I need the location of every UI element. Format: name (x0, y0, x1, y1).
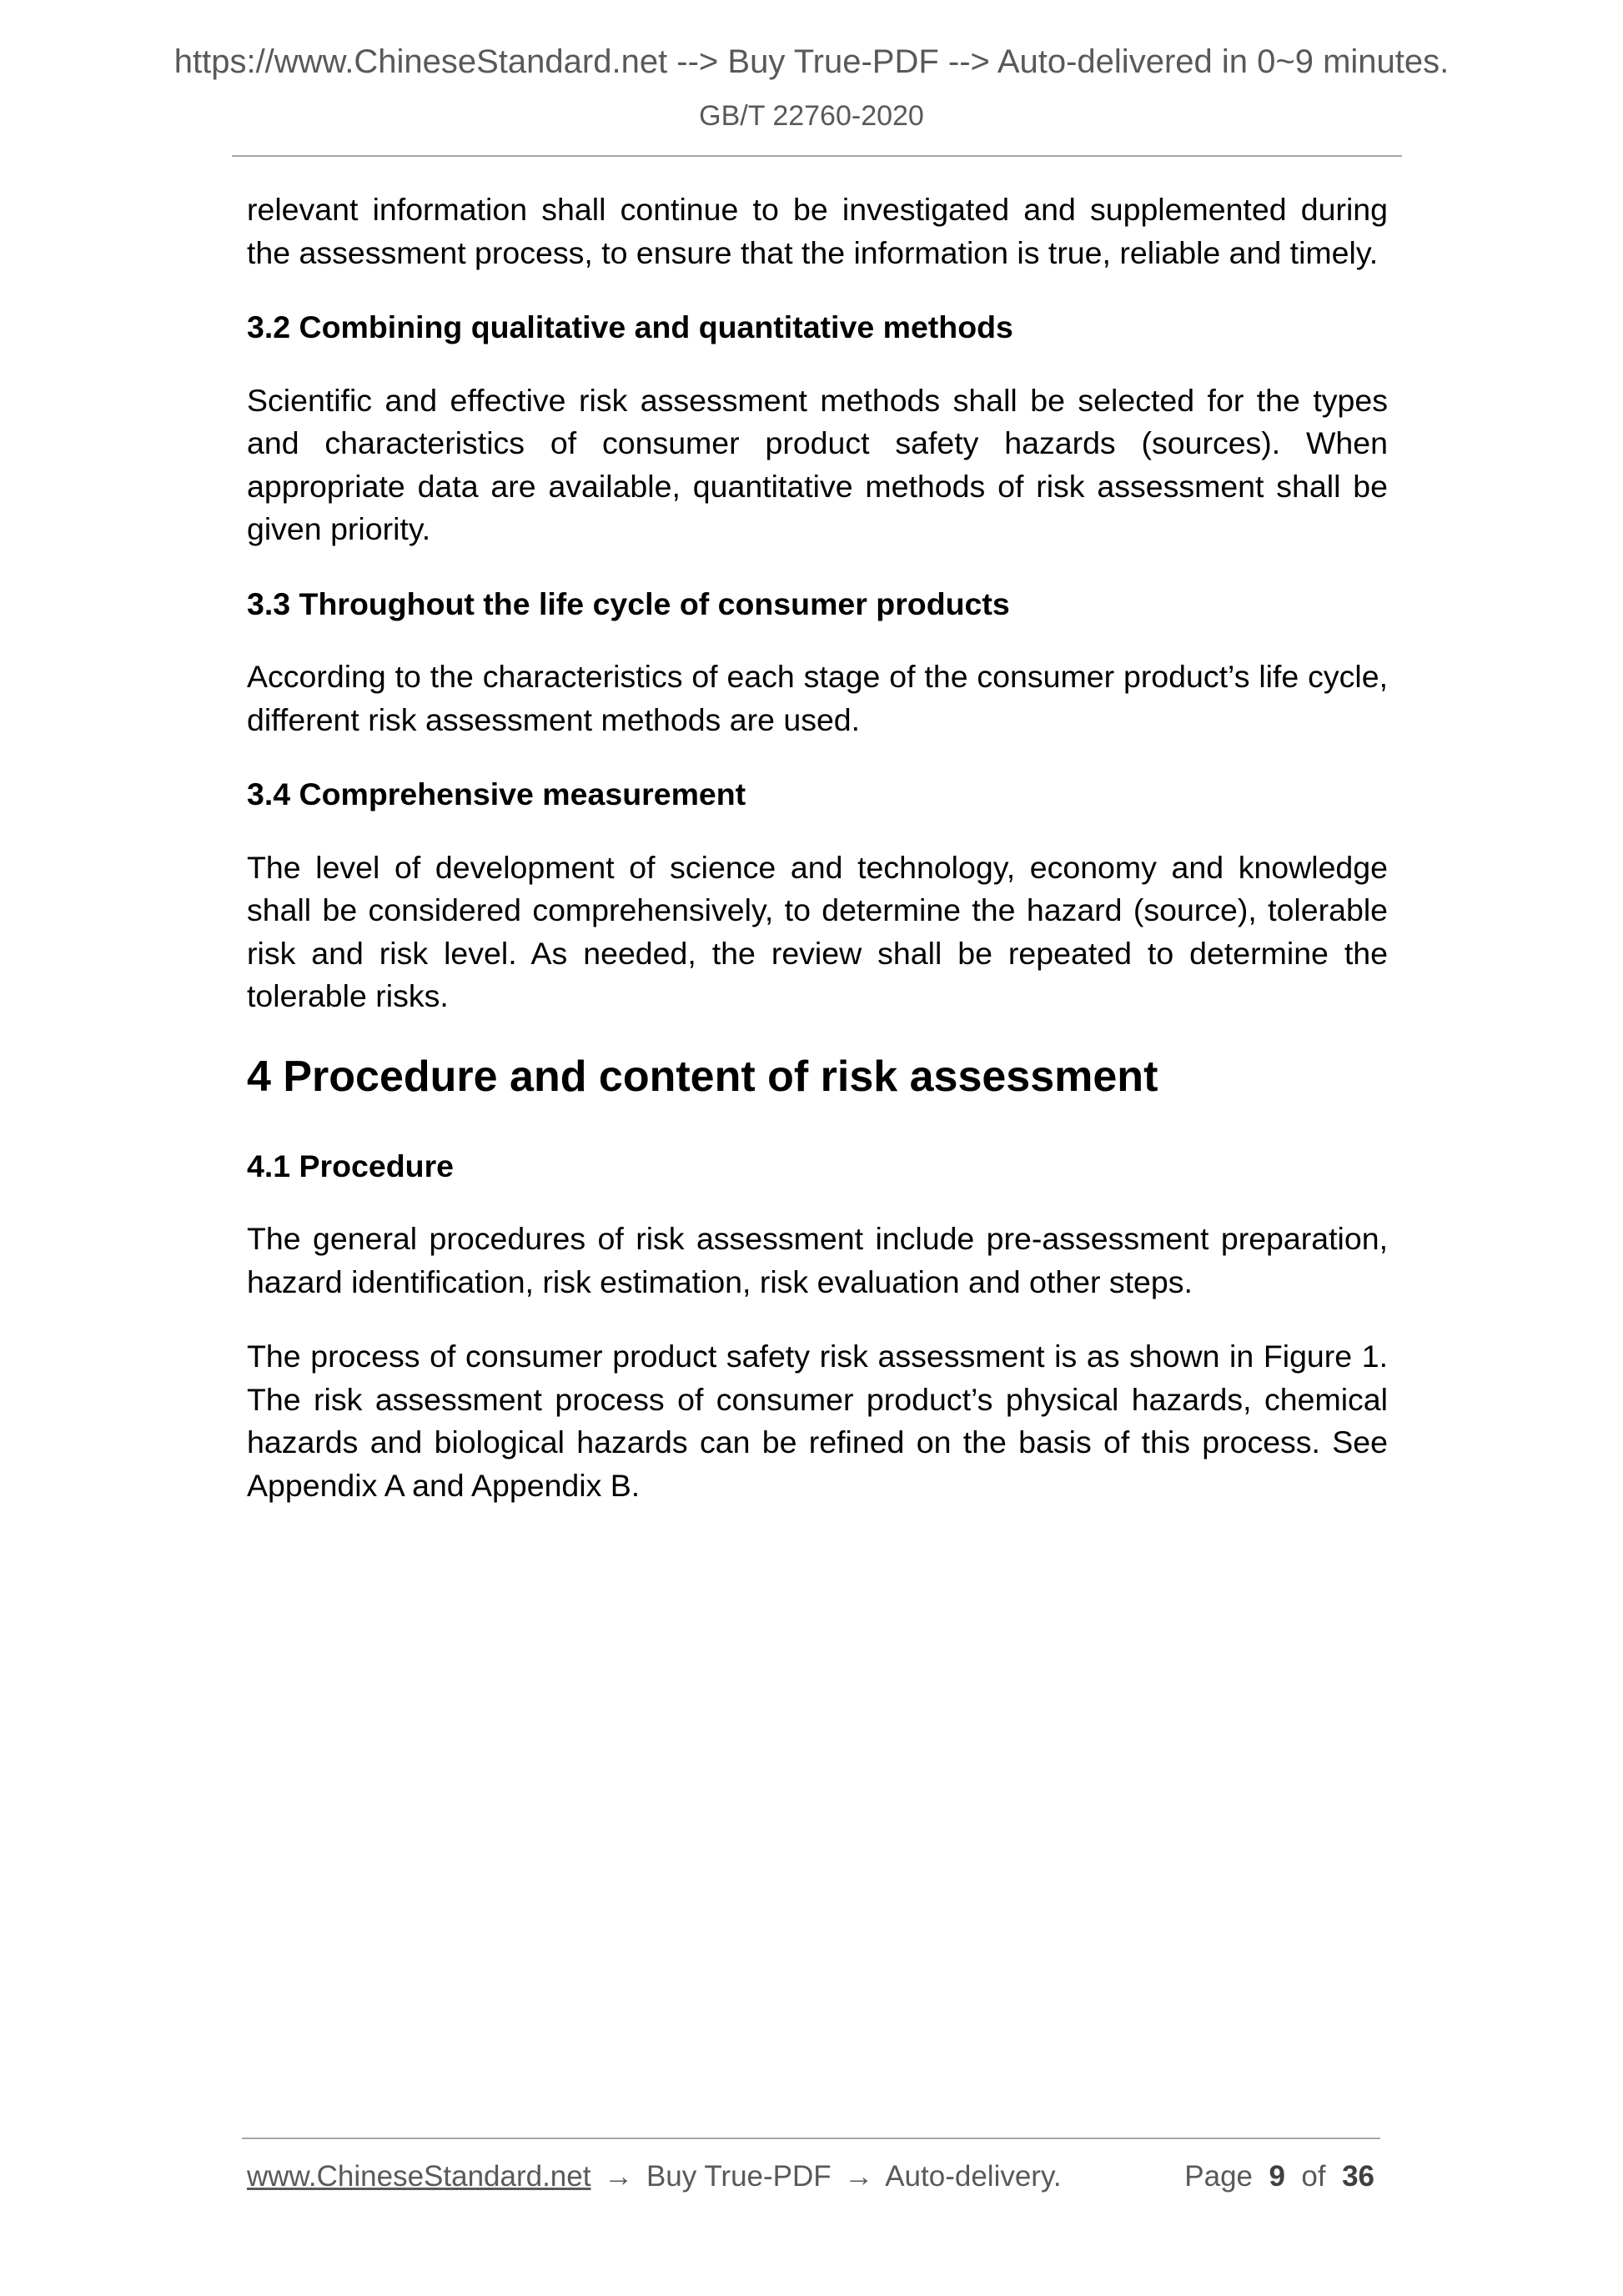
right-arrow-icon: → (844, 2160, 874, 2193)
footer-site-link[interactable]: www.ChineseStandard.net (247, 2160, 591, 2193)
right-arrow-icon: → (604, 2160, 634, 2193)
section-4-heading: 4 Procedure and content of risk assessment (247, 1052, 1158, 1101)
section-3-3-text: According to the characteristics of each stage of the consumer product’s life cycle, different risk assessment methods are used. (247, 659, 1388, 737)
section-3-4-heading: 3.4 Comprehensive measurement (247, 776, 746, 811)
page-label: Page (1184, 2160, 1254, 2193)
section-3-2-heading: 3.2 Combining qualitative and quantitative methods (247, 309, 1013, 344)
footer-buy-text: Buy True-PDF (646, 2160, 832, 2193)
page-content (247, 188, 1388, 1539)
footer-delivery-text: Auto-delivery. (885, 2160, 1062, 2193)
section-4-1-paragraph-1: The general procedures of risk assessment include pre-assessment preparation, hazard identification, risk estimation, risk evaluation and other steps. (247, 1221, 1388, 1299)
header-divider (232, 155, 1402, 157)
page-current: 9 (1269, 2160, 1285, 2193)
section-3-4-text: The level of development of science and technology, economy and knowledge shall be considered comprehensively, to determine the hazard (source), tolerable risk and risk level. As needed, the review shall be repeated to determine the tolerable risks. (247, 849, 1388, 1013)
page-total: 36 (1342, 2160, 1374, 2193)
section-3-2-text: Scientific and effective risk assessment methods shall be selected for the types and characteristics of consumer product safety hazards (sources). When appropriate data are available, quantitative methods of risk assessment shall be given priority. (247, 382, 1388, 546)
intro-paragraph: relevant information shall continue to be investigated and supplemented during the assessment process, to ensure that the information is true, reliable and timely. (247, 192, 1388, 270)
section-4-1-paragraph-2: The process of consumer product safety risk assessment is as shown in Figure 1. The risk assessment process of consumer product’s physical hazards, chemical hazards and biological hazards can be refined on the basis of this process. See Appendix A and Appendix B. (247, 1339, 1388, 1503)
source-banner: https://www.ChineseStandard.net --> Buy True-PDF --> Auto-delivered in 0~9 minutes. (173, 43, 1450, 80)
section-3-3-heading: 3.3 Throughout the life cycle of consumer products (247, 585, 1010, 621)
footer-divider (242, 2138, 1380, 2139)
footer-source (247, 2160, 1062, 2193)
section-4-1-heading: 4.1 Procedure (247, 1148, 455, 1183)
standard-code: GB/T 22760-2020 (699, 100, 924, 132)
page-number (1184, 2160, 1374, 2193)
page-of-label: of (1301, 2160, 1326, 2193)
